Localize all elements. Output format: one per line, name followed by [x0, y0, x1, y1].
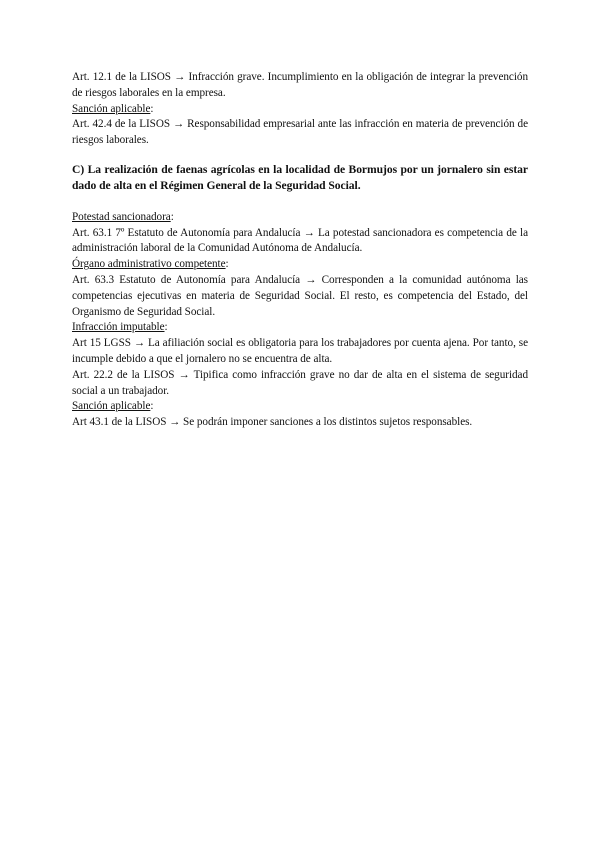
label-organo-competente: Órgano administrativo competente: [72, 258, 229, 271]
paragraph-art-15-lgss: Art 15 LGSS → La afiliación social es obligatoria para los trabajadores por cuenta ajena. Por tanto, se incumple debido a que el jornalero no se encuentra de alta. [72, 337, 528, 365]
paragraph-art-22-2: Art. 22.2 de la LISOS → Tipifica como infracción grave no dar de alta en el sistema de seguridad social a un trabajador. [72, 368, 528, 397]
label-text: Potestad sancionadora [72, 210, 171, 223]
label-text: Sanción aplicable [72, 102, 151, 115]
label-text: Órgano administrativo competente [72, 258, 226, 271]
label-sancion-aplicable: Sanción aplicable: [72, 102, 154, 115]
paragraph-art-42-4: Art. 42.4 de la LISOS → Responsabilidad empresarial ante las infracción en materia de prevención de riesgos laborales. [72, 118, 528, 147]
label-text: Infracción imputable [72, 321, 165, 334]
label-infraccion-imputable: Infracción imputable: [72, 321, 168, 334]
label-potestad-sancionadora: Potestad sancionadora: [72, 210, 174, 223]
paragraph-art-12-1: Art. 12.1 de la LISOS → Infracción grave. Incumplimiento en la obligación de integrar la prevención de riesgos laborales en la empresa. [72, 71, 528, 99]
label-text: Sanción aplicable [72, 400, 151, 413]
paragraph-art-63-3: Art. 63.3 Estatuto de Autonomía para Andalucía → Corresponden a la comunidad autónoma las competencias ejecutivas en materia de Seguridad Social. El resto, es competencia del Estado, del Organismo de Seguridad Social. [72, 273, 528, 318]
document-page [72, 70, 528, 431]
paragraph-art-63-1: Art. 63.1 7º Estatuto de Autonomía para Andalucía → La potestad sancionadora es competencia de la administración laboral de la Comunidad Autónoma de Andalucía. [72, 226, 528, 255]
label-sancion-aplicable-2: Sanción aplicable: [72, 400, 154, 413]
section-heading-c: C) La realización de faenas agrícolas en la localidad de Bormujos por un jornalero sin estar dado de alta en el Régimen General de la Seguridad Social. [72, 162, 528, 193]
paragraph-art-43-1: Art 43.1 de la LISOS → Se podrán imponer sanciones a los distintos sujetos responsables. [72, 416, 473, 429]
